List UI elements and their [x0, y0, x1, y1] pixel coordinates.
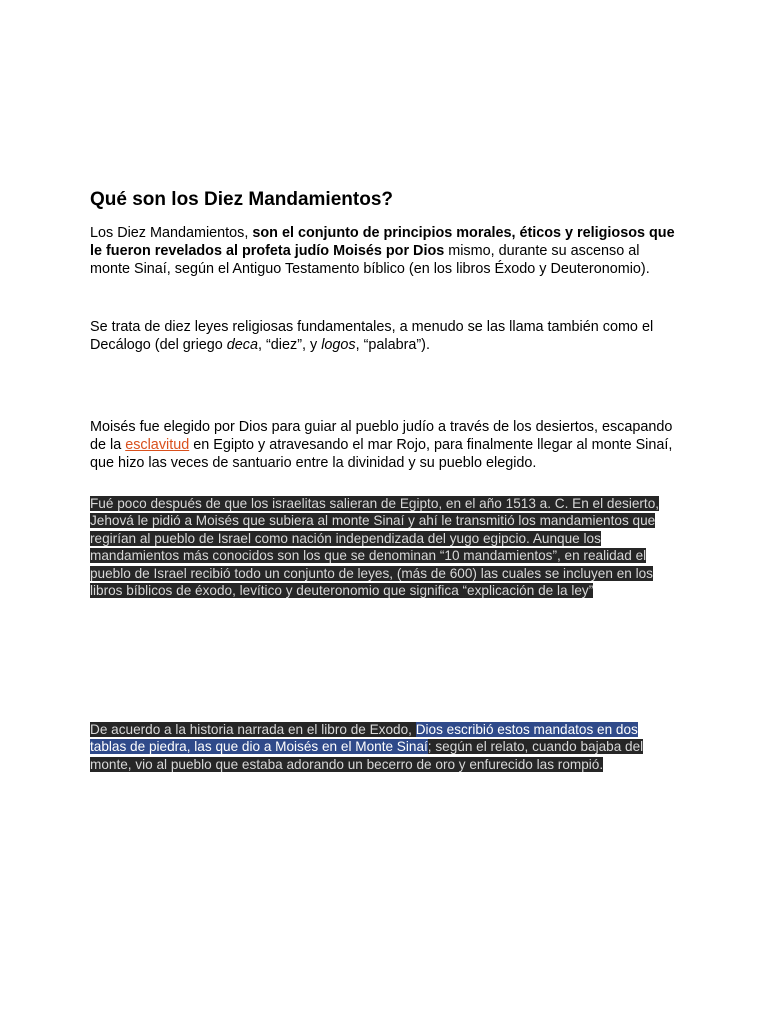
link-esclavitud[interactable]: esclavitud — [125, 437, 190, 454]
paragraph-text: en Egipto y atravesando el mar Rojo, para finalmente llegar al monte Sinaí, que hizo las veces de santuario entre la divinidad y su pueblo elegido. — [90, 437, 673, 472]
document-title: Qué son los Diez Mandamientos? — [90, 189, 393, 210]
highlighted-text: De acuerdo a la historia narrada en el libro de Exodo, — [90, 722, 416, 737]
paragraph-decalogue — [90, 318, 676, 354]
paragraph-text: mismo, durante su ascenso al monte Sinaí, según el Antiguo Testamento bíblico (en los libros Éxodo y Deuteronomio). — [90, 243, 650, 278]
paragraph-highlighted-history — [90, 495, 676, 599]
paragraph-text: Los Diez Mandamientos, — [90, 225, 253, 241]
paragraph-exodus — [90, 721, 676, 773]
paragraph-text: Se trata de diez leyes religiosas fundamentales, a menudo se las llama también como el Decálogo (del griego — [90, 319, 654, 354]
selected-text: Dios escribió estos mandatos en dos tablas de piedra, las que dio a Moisés en el Monte Sinaí — [90, 722, 638, 755]
bold-text: son el conjunto de principios morales, éticos y religiosos que le fueron revelados al profeta judío Moisés por Dios — [90, 225, 675, 260]
highlighted-text: ; según el relato, cuando bajaba del monte, vio al pueblo que estaba adorando un becerro de oro y enfurecido las rompió. — [90, 739, 644, 772]
highlighted-text: Fué poco después de que los israelitas salieran de Egipto, en el año 1513 a. C. En el desierto, Jehová le pidió a Moisés que subiera al monte Sinaí y ahí le transmitió los mandamientos que regirían al pueblo de Israel como nación independizada del yugo egipcio. Aunque los mandamientos más conocidos son los que se denominan “10 mandamientos”, en realidad el pueblo de Israel recibió todo un conjunto de leyes, (más de 600) las cuales se incluyen en los libros bíblicos de éxodo, levítico y deuteronomio que significa “explicación de la ley” — [90, 496, 660, 599]
paragraph-text: Moisés fue elegido por Dios para guiar al pueblo judío a través de los desiertos, escapando de la — [90, 419, 673, 454]
italic-text: logos — [321, 337, 356, 354]
paragraph-text: , “diez”, y — [258, 337, 322, 354]
paragraph-moses — [90, 418, 676, 473]
italic-text: deca — [226, 337, 259, 354]
paragraph-text: , “palabra”). — [355, 337, 430, 354]
paragraph-definition — [90, 224, 676, 279]
